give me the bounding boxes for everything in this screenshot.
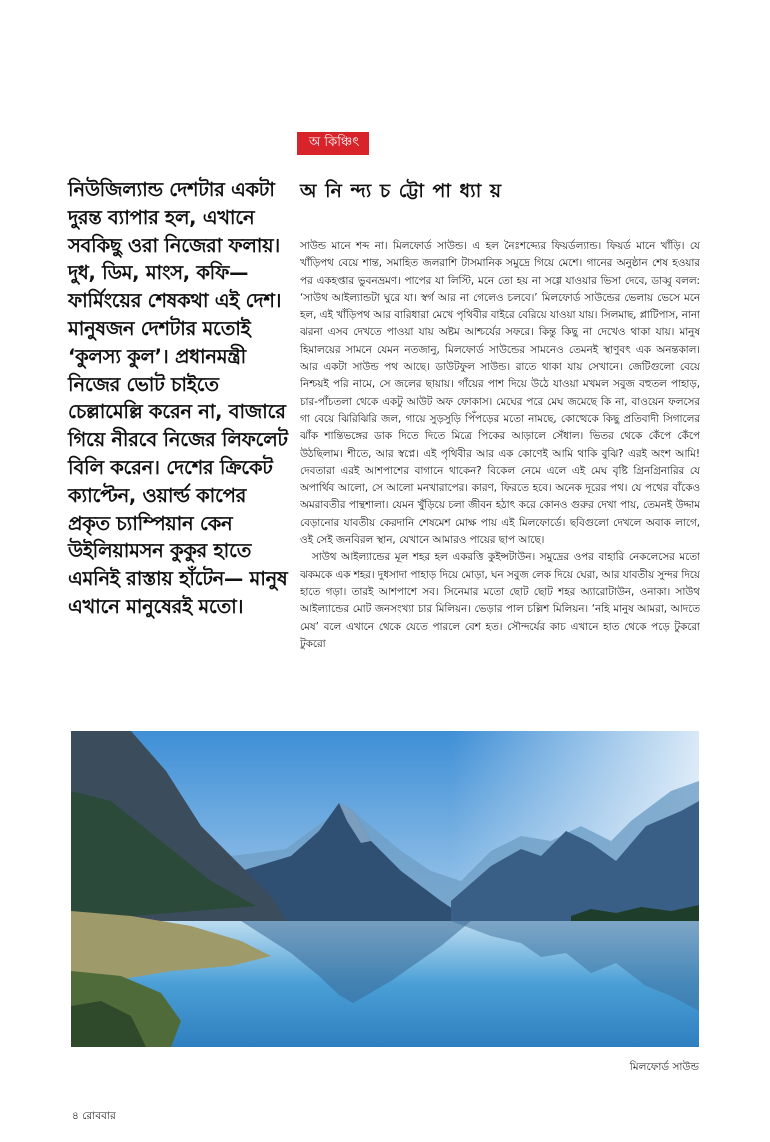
article-body bbox=[300, 238, 700, 700]
author-byline: অ নি ন্দ্য চ ট্টো পা ধ্যা য় bbox=[300, 180, 502, 202]
page-footer: ৪ রোববার bbox=[72, 1110, 116, 1122]
pull-quote: নিউজিল্যান্ড দেশটার একটা দুরন্ত ব্যাপার হল, এখানে সবকিছু ওরা নিজেরা ফলায়। দুধ, ডিম, মাংস, কফি— ফার্মিংয়ের শেষকথা এই দেশ। মানুষজন দেশটার মতোই ‘কুলস্য কুল’। প্রধানমন্ত্রী নিজের ভোট চাইতে চেল্লামেল্লি করেন না, বাজারে গিয়ে নীরবে নিজের লিফলেট বিলি করেন। দেশের ক্রিকেট ক্যাপ্টেন, ওয়ার্ল্ড কাপের প্রকৃত চ্যাম্পিয়ান কেন উইলিয়ামসন কুকুর হাতে এমনিই রাস্তায় হাঁটেন— মানুষ এখানে মানুষেরই মতো। bbox=[68, 178, 288, 618]
article-paragraph: সাউন্ড মানে শব্দ না। মিলফোর্ড সাউন্ড। এ হল নৈঃশব্দ্যের ফিয়র্ডল্যান্ড। ফিয়র্ড মানে খাঁড়ি। যে খাঁড়িপথ বেয়ে শান্ত, সমাহিত জলরাশি টাসমানিক সমুদ্রে গিয়ে মেশে। গানের অনুষ্ঠান শেষ হওয়ার পর একহপ্তার ভুবনভ্রমণ। পাপের যা লিস্টি, মনে তো হয় না সগ্গে যাওয়ার ভিসা দেবে, ডাব্বু বলল: ‘সাউথ আইল্যান্ডটা ঘুরে যা। স্বর্গ আর না গেলেও চলবে।’ মিলফোর্ড সাউন্ডের ভেলায় ভেসে মনে হল, এই খাঁড়িপথ আর বারিধারা মেখে পৃথিবীর বাইরে বেরিয়ে যাওয়া যায়। সিলমাছ, প্লাটিপাস, নানা ঝরনা এসব দেখতে পাওয়া যায় অষ্টম আশ্চর্যের সফরে। কিন্তু কিছু না দেখেও থাকা যায়। মানুষ হিমালয়ের সামনে যেমন নতজানু, মিলফোর্ড সাউন্ডের সামনেও তেমনই স্থাণুবৎ এক অনন্তকাল। আর একটা সাউন্ড পথ আছে। ডাউটফুল সাউন্ড। রাতে থাকা যায় সেখানে। জেটিগুলো বেয়ে নিশ্চয়ই পরি নামে, সে জলের ছায়ায়। গাঁয়ের পাশ দিয়ে উঠে যাওয়া মখমল সবুজ বহুতল পাহাড়, চার-পাঁচতলা থেকে একটু আউট অফ ফোকাস। মেঘের পরে মেঘ জমেছে কি না, বাওয়েন ফলসের গা বেয়ে ঝিরিঝিরি জল, গায়ে সুড়সুড়ি পিঁপড়ের মতো নামছে, কোত্থেকে কিছু প্রতিবাদী সিগালের ঝাঁক শান্তিভঙ্গের ডাক দিতে দিতে মিত্রে পিকের আড়ালে সেঁধাল। ভিতর থেকে কেঁপে কেঁপে উঠছিলাম। শীতে, আর স্বপ্নে। এই পৃথিবীর আর এক কোণেই আমি থাকি বুঝি? এরই অংশ আমি! দেবতারা এরই আশপাশের বাগানে থাকেন? বিকেল নেমে এলে এই মেঘ বৃষ্টি গ্রিনগ্রিনারির যে অপার্থিব আলো, সে আলো মনখারাপের। কারণ, ফিরতে হবে। অনেক দূরের পথ। যে পথের বাঁকেও অমরাবতীর পান্থশালা। যেমন খুঁড়িয়ে চলা জীবন হঠাৎ করে কোনও গুরুর দেখা পায়, তেমনই উদ্দাম বেড়ানোর যাবতীয় কেরদানি শেষমেশ মোক্ষ পায় এই মিলফোর্ডে। ছবিগুলো দেখলে অবাক লাগে, ওই সেই জনবিরল স্থান, যেখানে আমারও পায়ের ছাপ আছে। bbox=[300, 240, 700, 547]
photo-caption: মিলফোর্ড সাউন্ড bbox=[629, 1061, 699, 1073]
landscape-photo bbox=[71, 731, 699, 1047]
article-paragraph: সাউথ আইল্যান্ডের মূল শহর হল একরত্তি কুইন্সটাউন। সমুদ্রের ওপর বাহারি নেকলেসের মতো ঝকমকে এক শহর। দুধসাদা পাহাড় দিয়ে মোড়া, ঘন সবুজ লেক দিয়ে ঘেরা, আর যাবতীয় সুন্দর দিয়ে হাতে গড়া। তারই আশপাশে সব। সিনেমার মতো ছোট ছোট শহর অ্যারোটাউন, ওনাকা। সাউথ আইল্যান্ডের মোট জনসংখ্যা চার মিলিয়ন। ভেড়ার পাল চল্লিশ মিলিয়ন। ‘নহি মানুষ আমরা, আদতে মেষ’ বলে এখানে থেকে যেতে পারলে বেশ হত। সৌন্দর্যের কাচ এখানে হাত থেকে পড়ে টুকরো টুকরো bbox=[300, 551, 700, 650]
section-tag: অ কিঞ্চিৎ bbox=[297, 132, 369, 155]
